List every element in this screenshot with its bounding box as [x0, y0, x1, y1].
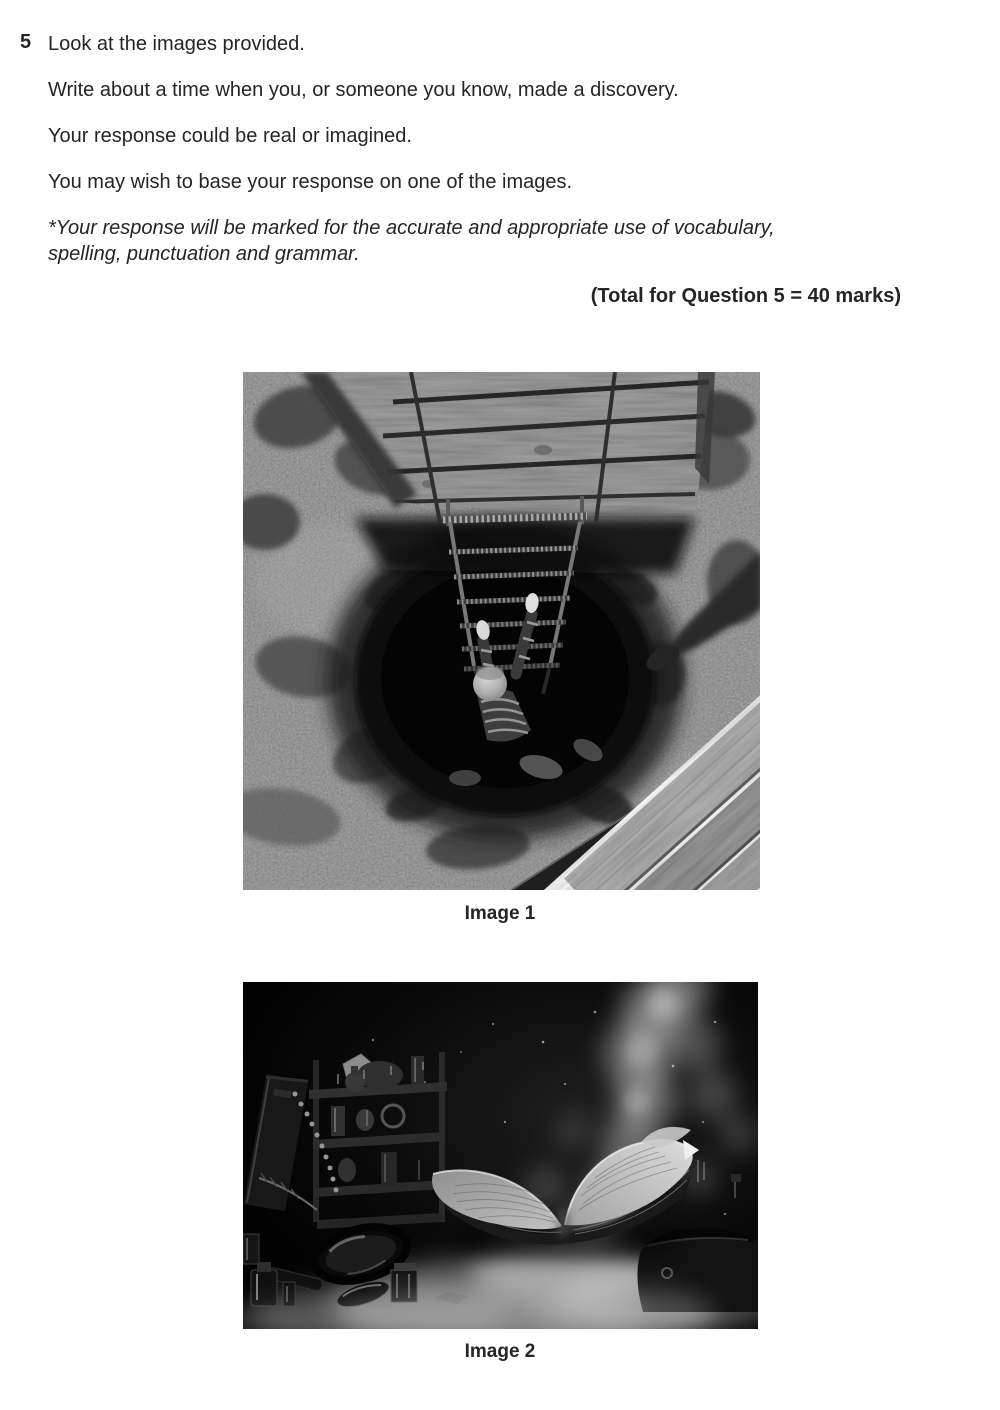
instruction-line: Write about a time when you, or someone you know, made a discovery. — [48, 79, 679, 101]
figure-image-2 — [243, 982, 758, 1329]
assessment-note — [48, 215, 928, 267]
total-marks-line: (Total for Question 5 = 40 marks) — [590, 285, 901, 307]
assessment-note-line: *Your response will be marked for the accurate and appropriate use of vocabulary, — [48, 217, 775, 239]
instruction-line: Look at the images provided. — [48, 33, 305, 55]
image-2-photo — [243, 982, 758, 1329]
figure-image-1 — [243, 372, 760, 890]
instruction-line: You may wish to base your response on one of the images. — [48, 171, 573, 193]
image-1-caption: Image 1 — [464, 903, 536, 924]
image-1-photo — [243, 372, 760, 890]
question-text-block — [48, 31, 928, 287]
question-number: 5 — [20, 31, 32, 53]
instruction-line: Your response could be real or imagined. — [48, 125, 412, 147]
assessment-note-line: spelling, punctuation and grammar. — [48, 243, 360, 265]
image-2-caption: Image 2 — [464, 1341, 536, 1362]
